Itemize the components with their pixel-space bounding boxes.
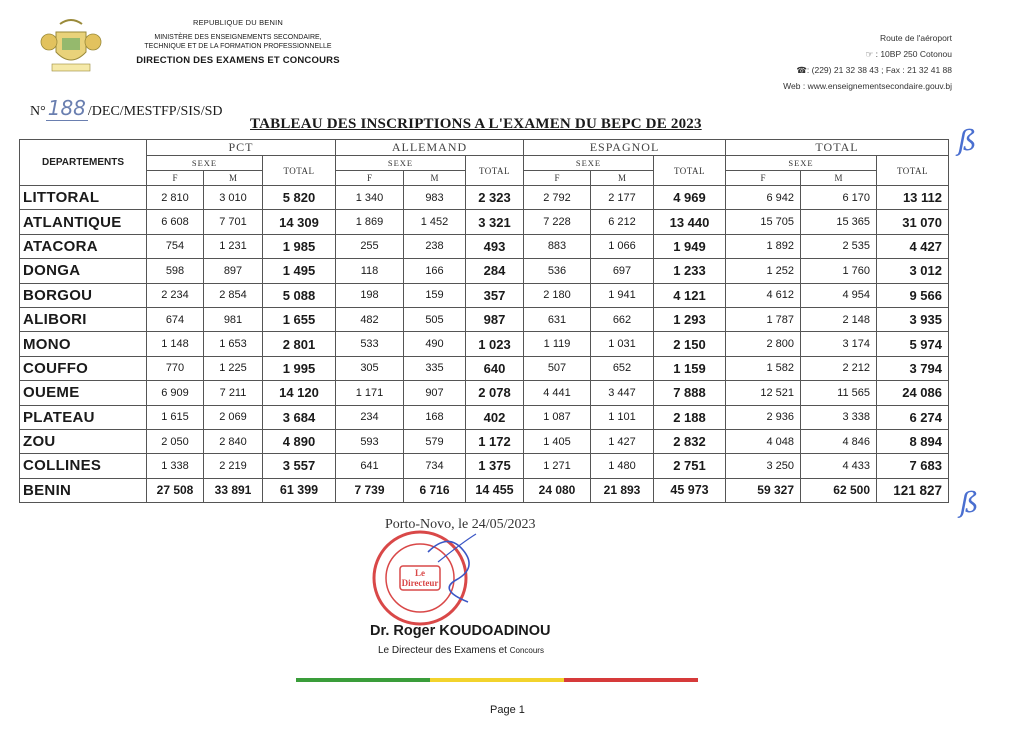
value-cell: 1 427 [591,429,654,453]
value-cell: 2 219 [204,454,263,478]
value-cell: 238 [404,234,466,258]
total-cell: 7 888 [654,381,726,405]
value-cell: 2 792 [524,186,591,210]
flag-stripe [296,678,698,682]
group-header-allemand: ALLEMAND [336,140,524,156]
total-cell: 1 655 [263,307,336,331]
department-name: BORGOU [20,283,147,307]
value-cell: 4 846 [801,429,877,453]
total-cell: 6 274 [877,405,949,429]
value-cell: 3 338 [801,405,877,429]
registration-table [19,139,949,503]
total-cell: 493 [466,234,524,258]
value-cell: 1 582 [726,356,801,380]
total-cell: 2 801 [263,332,336,356]
table-row [20,234,949,258]
value-cell: 6 909 [147,381,204,405]
department-name: ATLANTIQUE [20,210,147,234]
group-header-total: TOTAL [726,140,949,156]
value-cell: 2 234 [147,283,204,307]
value-cell: 3 250 [726,454,801,478]
value-cell: 907 [404,381,466,405]
value-cell: 7 701 [204,210,263,234]
total-cell: 7 683 [877,454,949,478]
total-cell: 1 495 [263,259,336,283]
value-cell: 579 [404,429,466,453]
republic-label: REPUBLIQUE DU BENIN [192,18,284,27]
flag-red [564,678,698,682]
total-cell: 8 894 [877,429,949,453]
total-cell: 14 309 [263,210,336,234]
value-cell: 1 225 [204,356,263,380]
total-cell: 9 566 [877,283,949,307]
value-cell: 1 615 [147,405,204,429]
reference-number: N° 188 /DEC/MESTFP/SIS/SD [30,96,223,120]
value-cell: 62 500 [801,478,877,502]
table-row [20,356,949,380]
value-cell: 1 340 [336,186,404,210]
total-cell: 1 233 [654,259,726,283]
total-cell: 3 012 [877,259,949,283]
sexe-header: SEXE [524,156,654,171]
total-cell: 1 985 [263,234,336,258]
value-cell: 897 [204,259,263,283]
value-cell: 59 327 [726,478,801,502]
place-date: Porto-Novo, le 24/05/2023 [385,517,536,532]
value-cell: 883 [524,234,591,258]
value-cell: 490 [404,332,466,356]
value-cell: 1 171 [336,381,404,405]
department-name: COLLINES [20,454,147,478]
sexe-header: SEXE [336,156,466,171]
value-cell: 1 405 [524,429,591,453]
table-row [20,283,949,307]
value-cell: 6 170 [801,186,877,210]
page-number: Page 1 [490,704,525,716]
total-cell: 5 088 [263,283,336,307]
total-cell: 14 120 [263,381,336,405]
total-cell: 3 321 [466,210,524,234]
table-row [20,307,949,331]
total-cell: 5 974 [877,332,949,356]
value-cell: 1 031 [591,332,654,356]
total-cell: 1 172 [466,429,524,453]
value-cell: 7 211 [204,381,263,405]
value-cell: 24 080 [524,478,591,502]
f-header: F [147,171,204,186]
f-header: F [524,171,591,186]
value-cell: 770 [147,356,204,380]
signer-name: Dr. Roger KOUDOADINOU [370,623,551,639]
official-stamp-icon [368,522,478,632]
total-cell: 2 078 [466,381,524,405]
value-cell: 21 893 [591,478,654,502]
total-cell: 3 684 [263,405,336,429]
value-cell: 1 480 [591,454,654,478]
total-cell: 2 323 [466,186,524,210]
svg-text:Le: Le [415,568,425,578]
sexe-header: SEXE [726,156,877,171]
total-header: TOTAL [654,156,726,186]
m-header: M [801,171,877,186]
value-cell: 1 892 [726,234,801,258]
f-header: F [336,171,404,186]
value-cell: 674 [147,307,204,331]
value-cell: 697 [591,259,654,283]
value-cell: 198 [336,283,404,307]
total-cell: 3 557 [263,454,336,478]
value-cell: 1 101 [591,405,654,429]
department-name: LITTORAL [20,186,147,210]
total-cell: 3 935 [877,307,949,331]
value-cell: 7 739 [336,478,404,502]
total-cell: 640 [466,356,524,380]
department-name: ALIBORI [20,307,147,331]
total-cell: 357 [466,283,524,307]
handwritten-number: 188 [47,96,86,120]
total-cell: 1 293 [654,307,726,331]
value-cell: 118 [336,259,404,283]
department-name: COUFFO [20,356,147,380]
table-row [20,259,949,283]
group-header-espagnol: ESPAGNOL [524,140,726,156]
total-cell: 4 890 [263,429,336,453]
value-cell: 981 [204,307,263,331]
total-cell: 402 [466,405,524,429]
value-cell: 4 048 [726,429,801,453]
phone-line: ☎: (229) 21 32 38 43 ; Fax : 21 32 41 88 [796,65,952,75]
value-cell: 662 [591,307,654,331]
m-header: M [591,171,654,186]
m-header: M [204,171,263,186]
total-cell: 61 399 [263,478,336,502]
signer-role: Le Directeur des Examens et Concours [378,645,544,656]
value-cell: 4 954 [801,283,877,307]
web-line: Web : www.enseignementsecondaire.gouv.bj [783,81,952,91]
value-cell: 482 [336,307,404,331]
table-row [20,405,949,429]
value-cell: 598 [147,259,204,283]
value-cell: 2 854 [204,283,263,307]
total-cell: 987 [466,307,524,331]
value-cell: 734 [404,454,466,478]
total-cell: 1 159 [654,356,726,380]
department-name: BENIN [20,478,147,502]
value-cell: 4 441 [524,381,591,405]
total-cell: 45 973 [654,478,726,502]
po-box-line: ☞ : 10BP 250 Cotonou [865,49,952,59]
flag-green [296,678,430,682]
initial-mark-icon: ß [958,124,977,157]
table-row [20,454,949,478]
value-cell: 2 069 [204,405,263,429]
value-cell: 6 942 [726,186,801,210]
value-cell: 1 452 [404,210,466,234]
department-name: DONGA [20,259,147,283]
value-cell: 1 869 [336,210,404,234]
address-line: Route de l'aéroport [879,33,952,43]
contact-block [783,30,952,94]
department-name: OUEME [20,381,147,405]
value-cell: 2 177 [591,186,654,210]
total-cell: 3 794 [877,356,949,380]
total-cell: 1 023 [466,332,524,356]
value-cell: 166 [404,259,466,283]
total-cell: 2 188 [654,405,726,429]
sexe-header: SEXE [147,156,263,171]
m-header: M [404,171,466,186]
total-cell: 2 150 [654,332,726,356]
value-cell: 6 716 [404,478,466,502]
total-cell: 2 751 [654,454,726,478]
department-name: ATACORA [20,234,147,258]
total-cell: 1 949 [654,234,726,258]
value-cell: 754 [147,234,204,258]
value-cell: 593 [336,429,404,453]
value-cell: 6 608 [147,210,204,234]
table-row [20,186,949,210]
value-cell: 27 508 [147,478,204,502]
total-cell: 31 070 [877,210,949,234]
total-cell: 2 832 [654,429,726,453]
value-cell: 2 936 [726,405,801,429]
value-cell: 536 [524,259,591,283]
value-cell: 2 840 [204,429,263,453]
table-row [20,210,949,234]
value-cell: 1 231 [204,234,263,258]
total-cell: 4 427 [877,234,949,258]
value-cell: 652 [591,356,654,380]
value-cell: 6 212 [591,210,654,234]
value-cell: 1 941 [591,283,654,307]
coat-of-arms-icon [40,18,102,76]
value-cell: 2 535 [801,234,877,258]
value-cell: 1 119 [524,332,591,356]
total-cell: 13 440 [654,210,726,234]
value-cell: 2 800 [726,332,801,356]
table-row [20,381,949,405]
total-header: TOTAL [263,156,336,186]
total-cell: 4 969 [654,186,726,210]
value-cell: 33 891 [204,478,263,502]
value-cell: 2 050 [147,429,204,453]
ministry-name: MINISTÈRE DES ENSEIGNEMENTS SECONDAIRE, TECHNIQUE ET DE LA FORMATION PROFESSIONNELLE [144,34,332,50]
header-departements: DEPARTEMENTS [20,140,147,186]
value-cell: 505 [404,307,466,331]
value-cell: 1 760 [801,259,877,283]
total-cell: 121 827 [877,478,949,502]
direction-name: DIRECTION DES EXAMENS ET CONCOURS [136,55,340,66]
value-cell: 507 [524,356,591,380]
value-cell: 1 087 [524,405,591,429]
value-cell: 1 252 [726,259,801,283]
ministry-header [108,18,368,66]
value-cell: 11 565 [801,381,877,405]
value-cell: 2 212 [801,356,877,380]
svg-text:Directeur: Directeur [401,578,439,588]
value-cell: 3 010 [204,186,263,210]
value-cell: 1 148 [147,332,204,356]
value-cell: 631 [524,307,591,331]
value-cell: 1 338 [147,454,204,478]
value-cell: 641 [336,454,404,478]
total-row [20,478,949,502]
value-cell: 983 [404,186,466,210]
value-cell: 4 433 [801,454,877,478]
value-cell: 1 787 [726,307,801,331]
department-name: PLATEAU [20,405,147,429]
total-cell: 1 375 [466,454,524,478]
value-cell: 2 810 [147,186,204,210]
value-cell: 15 705 [726,210,801,234]
value-cell: 305 [336,356,404,380]
document-title: TABLEAU DES INSCRIPTIONS A L'EXAMEN DU BEPC DE 2023 [250,116,702,132]
value-cell: 7 228 [524,210,591,234]
value-cell: 2 180 [524,283,591,307]
department-name: MONO [20,332,147,356]
total-cell: 4 121 [654,283,726,307]
total-cell: 14 455 [466,478,524,502]
value-cell: 335 [404,356,466,380]
total-cell: 13 112 [877,186,949,210]
total-header: TOTAL [466,156,524,186]
value-cell: 533 [336,332,404,356]
value-cell: 3 447 [591,381,654,405]
value-cell: 159 [404,283,466,307]
flag-yellow [430,678,564,682]
total-header: TOTAL [877,156,949,186]
value-cell: 12 521 [726,381,801,405]
table-row [20,429,949,453]
value-cell: 4 612 [726,283,801,307]
total-cell: 1 995 [263,356,336,380]
value-cell: 234 [336,405,404,429]
value-cell: 3 174 [801,332,877,356]
value-cell: 1 653 [204,332,263,356]
value-cell: 15 365 [801,210,877,234]
total-cell: 24 086 [877,381,949,405]
value-cell: 2 148 [801,307,877,331]
table-row [20,332,949,356]
initial-mark-icon: ß [960,486,979,519]
value-cell: 168 [404,405,466,429]
total-cell: 5 820 [263,186,336,210]
department-name: ZOU [20,429,147,453]
group-header-pct: PCT [147,140,336,156]
value-cell: 255 [336,234,404,258]
f-header: F [726,171,801,186]
value-cell: 1 066 [591,234,654,258]
total-cell: 284 [466,259,524,283]
value-cell: 1 271 [524,454,591,478]
table-body [20,186,949,503]
